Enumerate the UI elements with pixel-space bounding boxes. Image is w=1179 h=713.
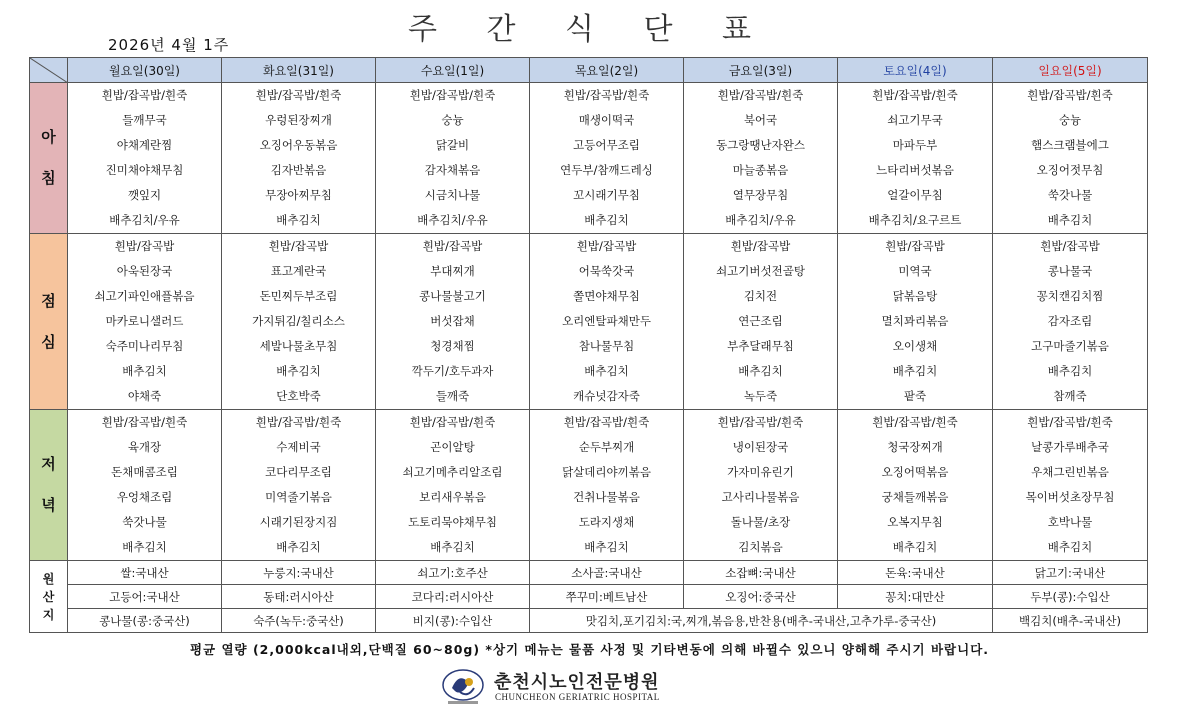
day-header: 금요일(3일) <box>684 58 838 83</box>
menu-item: 연두부/참깨드레싱 <box>560 163 653 177</box>
menu-cell <box>222 83 376 234</box>
menu-item: 열무장무침 <box>732 188 789 202</box>
menu-item: 버섯잡채 <box>430 314 475 328</box>
origin-cell: 꽁치:대만산 <box>838 585 993 609</box>
origin-cell: 쭈꾸미:베트남산 <box>530 585 684 609</box>
menu-item: 연근조림 <box>738 314 783 328</box>
menu-item: 시금치나물 <box>424 188 481 202</box>
menu-item: 배추김치/우유 <box>109 213 180 227</box>
menu-item: 쇠고기파인애플볶음 <box>94 289 195 303</box>
menu-item: 흰밥/잡곡밥/흰죽 <box>101 415 188 429</box>
menu-item: 숭늉 <box>441 113 464 127</box>
menu-item: 김치볶음 <box>738 540 783 554</box>
menu-item: 깻잎지 <box>127 188 162 202</box>
origin-row <box>30 585 1148 609</box>
menu-item: 돈민찌두부조림 <box>259 289 338 303</box>
menu-item: 닭갈비 <box>435 138 470 152</box>
origin-cell: 고등어:국내산 <box>68 585 222 609</box>
menu-cell <box>530 234 684 410</box>
menu-item: 배추김치 <box>584 213 629 227</box>
menu-item: 흰밥/잡곡밥/흰죽 <box>717 415 804 429</box>
origin-cell: 숙주(녹두:중국산) <box>222 609 376 633</box>
menu-cell <box>838 410 993 561</box>
origin-cell: 소사골:국내산 <box>530 561 684 585</box>
menu-item: 배추김치 <box>1047 364 1093 378</box>
menu-item: 흰밥/잡곡밥 <box>268 239 329 253</box>
menu-cell <box>68 83 222 234</box>
meal-label-char: 아 <box>41 128 56 146</box>
meal-label-dinner <box>30 410 68 561</box>
menu-cell <box>68 410 222 561</box>
hospital-logo <box>440 668 690 708</box>
menu-item: 배추김치 <box>892 540 938 554</box>
menu-item: 김자반볶음 <box>270 163 327 177</box>
menu-item: 흰밥/잡곡밥/흰죽 <box>563 88 650 102</box>
diagonal-divider-icon <box>30 58 68 83</box>
menu-item: 청경채찜 <box>430 339 475 353</box>
menu-item: 마늘종볶음 <box>732 163 789 177</box>
menu-item: 배추김치 <box>738 364 783 378</box>
menu-item: 흰밥/잡곡밥/흰죽 <box>872 415 958 429</box>
menu-item: 배추김치/우유 <box>417 213 488 227</box>
menu-cell <box>222 234 376 410</box>
menu-item: 매생이떡국 <box>578 113 635 127</box>
day-header: 월요일(30일) <box>68 58 222 83</box>
origin-cell: 백김치(배추-국내산) <box>993 609 1148 633</box>
menu-item: 흰밥/잡곡밥/흰죽 <box>255 415 342 429</box>
day-header: 수요일(1일) <box>376 58 530 83</box>
menu-item: 녹두죽 <box>743 389 778 403</box>
menu-item: 오징어우동볶음 <box>259 138 338 152</box>
origin-cell: 소잡뼈:국내산 <box>684 561 838 585</box>
menu-item: 흰밥/잡곡밥/흰죽 <box>717 88 804 102</box>
meal-label-breakfast <box>30 83 68 234</box>
menu-item: 오징어떡볶음 <box>881 465 949 479</box>
day-header: 화요일(31일) <box>222 58 376 83</box>
day-header-sunday: 일요일(5일) <box>993 58 1148 83</box>
menu-item: 흰밥/잡곡밥/흰죽 <box>409 88 496 102</box>
menu-cell <box>376 83 530 234</box>
menu-item: 배추김치 <box>584 364 629 378</box>
menu-cell <box>993 410 1148 561</box>
menu-item: 쑥갓나물 <box>122 515 167 529</box>
day-header: 목요일(2일) <box>530 58 684 83</box>
menu-item: 쫄면야채무침 <box>573 289 640 303</box>
menu-cell <box>993 83 1148 234</box>
origin-row <box>30 561 1148 585</box>
menu-item: 보리새우볶음 <box>419 490 486 504</box>
menu-item: 흰밥/잡곡밥/흰죽 <box>1027 415 1113 429</box>
origin-label <box>30 561 68 633</box>
menu-item: 가지튀김/칠리소스 <box>252 314 345 328</box>
menu-item: 배추김치/우유 <box>725 213 796 227</box>
menu-item: 콩나물불고기 <box>419 289 486 303</box>
header-corner <box>30 58 68 83</box>
menu-item: 궁채들깨볶음 <box>881 490 949 504</box>
menu-item: 흰밥/잡곡밥/흰죽 <box>1027 88 1113 102</box>
day-header-row <box>30 58 1148 83</box>
menu-item: 배추김치 <box>1047 540 1093 554</box>
weekly-menu-table <box>29 57 1148 633</box>
menu-item: 돈채매콤조림 <box>111 465 178 479</box>
menu-item: 흰밥/잡곡밥 <box>730 239 791 253</box>
hospital-emblem-icon <box>440 668 486 706</box>
meal-label-lunch <box>30 234 68 410</box>
menu-item: 깍두기/호두과자 <box>411 364 494 378</box>
menu-item: 꽁치캔김치찜 <box>1036 289 1104 303</box>
menu-item: 쇠고기메추리알조림 <box>402 465 503 479</box>
menu-item: 흰밥/잡곡밥 <box>1040 239 1100 253</box>
origin-cell: 코다리:러시아산 <box>376 585 530 609</box>
menu-item: 배추김치 <box>1047 213 1093 227</box>
menu-cell <box>376 234 530 410</box>
menu-item: 목이버섯초장무침 <box>1025 490 1115 504</box>
menu-cell <box>222 410 376 561</box>
menu-item: 쇠고기무국 <box>887 113 943 127</box>
menu-item: 흰밥/잡곡밥/흰죽 <box>563 415 650 429</box>
menu-item: 어묵쑥갓국 <box>578 264 635 278</box>
origin-cell: 돈육:국내산 <box>838 561 993 585</box>
menu-item: 오복지무침 <box>887 515 943 529</box>
meal-label-char: 녁 <box>41 496 56 514</box>
menu-item: 캐슈넛감자죽 <box>573 389 640 403</box>
menu-item: 흰밥/잡곡밥 <box>114 239 175 253</box>
menu-item: 돌나물/초장 <box>730 515 791 529</box>
menu-item: 흰밥/잡곡밥/흰죽 <box>255 88 342 102</box>
menu-cell <box>684 410 838 561</box>
menu-item: 배추김치 <box>276 213 321 227</box>
menu-item: 마카로니샐러드 <box>105 314 184 328</box>
menu-item: 배추김치 <box>122 364 167 378</box>
origin-label-char: 지 <box>42 607 55 622</box>
origin-cell: 동태:러시아산 <box>222 585 376 609</box>
meal-label-char: 저 <box>41 455 56 473</box>
menu-item: 오이생채 <box>892 339 938 353</box>
menu-item: 들깨죽 <box>435 389 470 403</box>
menu-item: 배추김치 <box>892 364 938 378</box>
menu-item: 시래기된장지짐 <box>259 515 338 529</box>
menu-item: 닭살데리야끼볶음 <box>562 465 651 479</box>
menu-item: 팥죽 <box>903 389 927 403</box>
menu-item: 청국장찌개 <box>887 440 943 454</box>
menu-item: 냉이된장국 <box>732 440 789 454</box>
menu-cell <box>530 410 684 561</box>
menu-item: 코다리무조림 <box>265 465 332 479</box>
menu-item: 흰밥/잡곡밥/흰죽 <box>409 415 496 429</box>
origin-label-char: 원 <box>42 571 55 586</box>
meal-row-breakfast <box>30 83 1148 234</box>
menu-item: 꼬시래기무침 <box>573 188 640 202</box>
menu-item: 배추김치 <box>122 540 167 554</box>
menu-item: 김치전 <box>743 289 778 303</box>
menu-item: 햄스크램블에그 <box>1031 138 1109 152</box>
menu-item: 육개장 <box>127 440 162 454</box>
page-title: 주 간 식 단 표 <box>407 12 772 47</box>
footer-note: 평균 열량 (2,000kcal내외,단백질 60~80g) *상기 메뉴는 물품 사정 및 기타변동에 의해 바뀔수 있으니 양해해 주시기 바랍니다. <box>189 642 990 657</box>
menu-item: 닭볶음탕 <box>892 289 938 303</box>
menu-item: 오리엔탈파채만두 <box>562 314 651 328</box>
menu-item: 배추김치/요구르트 <box>868 213 962 227</box>
origin-label-char: 산 <box>42 589 55 604</box>
meal-label-char: 심 <box>41 332 56 351</box>
menu-cell <box>993 234 1148 410</box>
menu-item: 단호박죽 <box>276 389 321 403</box>
origin-cell: 오징어:중국산 <box>684 585 838 609</box>
menu-cell <box>684 83 838 234</box>
menu-item: 쑥갓나물 <box>1047 188 1093 202</box>
menu-item: 흰밥/잡곡밥 <box>422 239 483 253</box>
origin-row <box>30 609 1148 633</box>
menu-item: 감자채볶음 <box>424 163 481 177</box>
menu-item: 건취나물볶음 <box>573 490 640 504</box>
menu-item: 흰밥/잡곡밥 <box>576 239 637 253</box>
menu-item: 가자미유린기 <box>727 465 794 479</box>
origin-cell: 맛김치,포기김치:국,찌개,볶음용,반찬용(배추-국내산,고추가루-중국산) <box>530 609 993 633</box>
menu-item: 숭늉 <box>1058 113 1082 127</box>
origin-cell: 비지(콩):수입산 <box>376 609 530 633</box>
menu-item: 고등어무조림 <box>573 138 640 152</box>
menu-item: 무장아찌무침 <box>265 188 332 202</box>
menu-cell <box>376 410 530 561</box>
origin-cell: 쌀:국내산 <box>68 561 222 585</box>
menu-item: 동그랑땡난자완스 <box>716 138 805 152</box>
menu-item: 감자조림 <box>1047 314 1093 328</box>
menu-item: 미역국 <box>898 264 932 278</box>
menu-cell <box>68 234 222 410</box>
menu-item: 날콩가루배추국 <box>1031 440 1109 454</box>
hospital-name: 춘천시노인전문병원 <box>494 672 660 693</box>
menu-cell <box>530 83 684 234</box>
menu-item: 참나물무침 <box>578 339 635 353</box>
day-header-saturday: 토요일(4일) <box>838 58 993 83</box>
menu-item: 얼갈이무침 <box>887 188 943 202</box>
menu-item: 콩나물국 <box>1047 264 1093 278</box>
menu-cell <box>838 234 993 410</box>
menu-item: 도토리묵야채무침 <box>408 515 497 529</box>
origin-cell: 닭고기:국내산 <box>993 561 1148 585</box>
origin-cell: 누룽지:국내산 <box>222 561 376 585</box>
menu-item: 고사리나물볶음 <box>721 490 800 504</box>
meal-label-char: 침 <box>41 169 56 187</box>
menu-item: 진미채야채무침 <box>105 163 184 177</box>
hospital-name-english: CHUNCHEON GERIATRIC HOSPITAL <box>495 692 660 702</box>
menu-item: 멸치꽈리볶음 <box>881 314 949 328</box>
menu-item: 표고계란국 <box>270 264 327 278</box>
origin-cell: 쇠고기:호주산 <box>376 561 530 585</box>
menu-item: 야채죽 <box>127 389 162 403</box>
menu-item: 배추김치 <box>276 364 321 378</box>
menu-item: 부대찌개 <box>430 264 475 278</box>
menu-item: 야채계란찜 <box>116 138 173 152</box>
menu-item: 참깨죽 <box>1053 389 1087 403</box>
menu-item: 부추달래무침 <box>727 339 794 353</box>
menu-item: 호박나물 <box>1047 515 1093 529</box>
menu-item: 배추김치 <box>276 540 321 554</box>
menu-item: 쇠고기버섯전골탕 <box>716 264 805 278</box>
menu-item: 우채그린빈볶음 <box>1031 465 1109 479</box>
menu-item: 흰밥/잡곡밥/흰죽 <box>872 88 958 102</box>
menu-item: 아욱된장국 <box>116 264 173 278</box>
meal-label-char: 점 <box>41 291 56 310</box>
menu-item: 북어국 <box>743 113 778 127</box>
menu-item: 배추김치 <box>584 540 629 554</box>
menu-item: 고구마줄기볶음 <box>1031 339 1109 353</box>
origin-cell: 두부(콩):수입산 <box>993 585 1148 609</box>
menu-item: 흰밥/잡곡밥/흰죽 <box>101 88 188 102</box>
menu-item: 도라지생채 <box>578 515 635 529</box>
origin-cell: 콩나물(콩:중국산) <box>68 609 222 633</box>
menu-item: 오징어젓무침 <box>1036 163 1104 177</box>
menu-item: 곤이알탕 <box>430 440 475 454</box>
menu-item: 들깨무국 <box>122 113 167 127</box>
menu-item: 느타리버섯볶음 <box>876 163 954 177</box>
menu-item: 수제비국 <box>276 440 321 454</box>
menu-item: 순두부찌개 <box>578 440 635 454</box>
menu-item: 숙주미나리무침 <box>105 339 184 353</box>
menu-item: 우엉채조림 <box>116 490 173 504</box>
meal-row-lunch <box>30 234 1148 410</box>
menu-cell <box>684 234 838 410</box>
meal-row-dinner <box>30 410 1148 561</box>
menu-item: 흰밥/잡곡밥 <box>885 239 945 253</box>
menu-item: 마파두부 <box>892 138 938 152</box>
menu-item: 배추김치 <box>430 540 475 554</box>
menu-cell <box>838 83 993 234</box>
week-label: 2026년 4월 1주 <box>108 36 230 54</box>
menu-item: 세발나물초무침 <box>259 339 338 353</box>
menu-item: 우렁된장찌개 <box>265 113 332 127</box>
menu-item: 미역줄기볶음 <box>265 490 332 504</box>
